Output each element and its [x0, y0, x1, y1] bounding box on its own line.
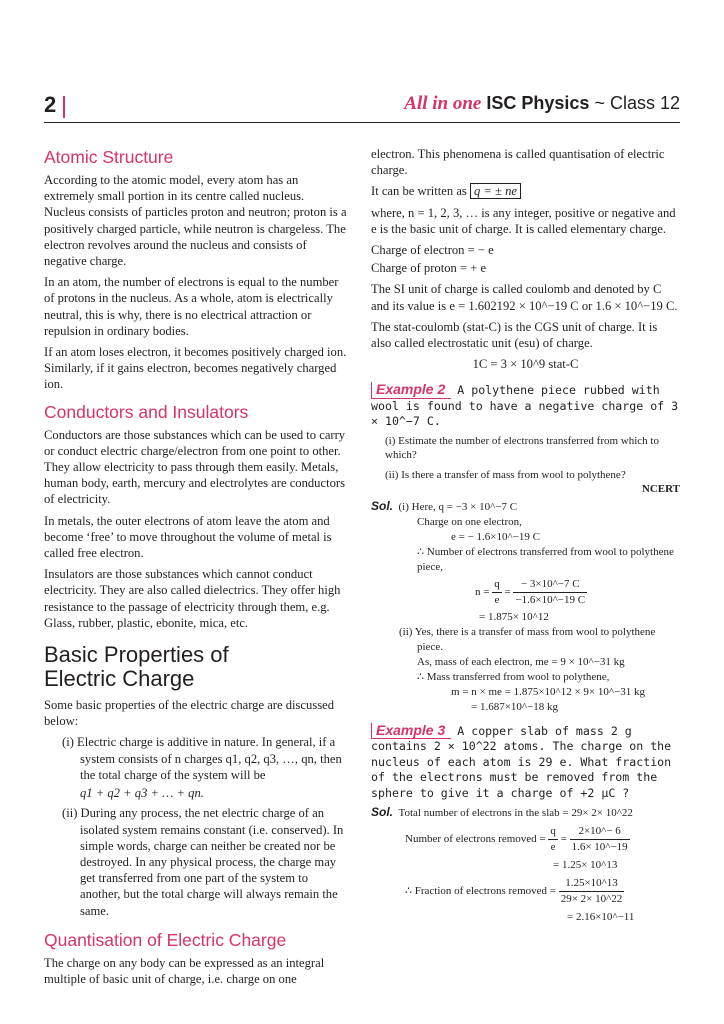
- example-2: [371, 382, 680, 430]
- paragraph: Charge of electron = − e: [371, 243, 494, 258]
- solution-label: Sol.: [371, 805, 394, 820]
- denominator: 29× 2× 10^22: [560, 893, 623, 906]
- list-item: (i) Electric charge is additive in nature. In general, if a system consists of n charges q1, q2, q3, …, qn, then the total charge of the system will be: [62, 735, 342, 782]
- example-question: A copper slab of mass 2 g contains 2 × 10^22 atoms. The charge on the nucleus of each atom is 29 e. What fraction of the electrons must be removed from the sphere to give it a charge of +2 μC ?: [371, 723, 672, 800]
- heading-atomic-structure: Atomic Structure: [44, 147, 174, 167]
- solution-step: m = n × me = 1.875×10^12 × 9× 10^−31 kg: [451, 685, 645, 698]
- page-number: 2: [44, 92, 57, 117]
- equation: q1 + q2 + q3 + … + qn.: [80, 786, 204, 801]
- boxed-formula: q = ± ne: [470, 183, 521, 199]
- formula-intro: It can be written as: [371, 184, 467, 199]
- heading-quantisation: Quantisation of Electric Charge: [44, 929, 287, 950]
- numerator: q: [548, 824, 558, 840]
- denominator: −1.6×10^−19 C: [515, 593, 586, 606]
- denominator: 1.6× 10^−19: [571, 841, 628, 854]
- numerator: 1.25×10^13: [559, 876, 625, 892]
- example-tag: Example 3: [371, 723, 451, 740]
- solution-step: ∴ Mass transferred from wool to polythene,: [417, 670, 610, 683]
- fraction-equation: [371, 876, 680, 907]
- denominator: e: [494, 593, 500, 606]
- heading-conductors-insulators: Conductors and Insulators: [44, 401, 249, 422]
- solution-step: Total number of electrons in the slab = 29× 2× 10^22: [398, 807, 633, 820]
- list-item: (ii) During any process, the net electric charge of an isolated system remains constant (i.e. conserved). In simple words, charge can neither be created nor be destroyed. In any physical process, the charge may get transferred from one part of the system to another, but the total charge will always remain the same.: [62, 806, 344, 918]
- sub-question: (i) Estimate the number of electrons transferred from which to which?: [385, 434, 659, 462]
- fraction-equation: Number of electrons removed = $\frac{q}{e}$ = $\frac{2\times 10\^{}- 6}{1.6\times 10\^{}-19}$: [405, 825, 628, 854]
- eq-lhs: ∴ Fraction of electrons removed =: [405, 885, 556, 898]
- solution-step: Charge on one electron,: [417, 515, 522, 528]
- example-3: [371, 723, 680, 802]
- solution-step: = 1.875× 10^12: [479, 610, 549, 623]
- paragraph: If an atom loses electron, it becomes positively charged ion. Similarly, if it gains electron, becomes negatively charged ion.: [44, 345, 347, 392]
- header-rule: [44, 122, 680, 123]
- paragraph: The SI unit of charge is called coulomb and denoted by C and its value is e = 1.602192 × 10^−19 C or 1.6 × 10^−19 C.: [371, 282, 678, 313]
- book-title: ISC Physics: [486, 93, 590, 113]
- paragraph: where, n = 1, 2, 3, … is any integer, positive or negative and e is the basic unit of charge. It is called elementary charge.: [371, 205, 676, 236]
- solution-step: (ii) Yes, there is a transfer of mass from wool to polythene piece.: [399, 625, 656, 653]
- paragraph: Insulators are those substances which cannot conduct electricity. They are also called dielectrics. They offer high resistance to the passage of electricity through them, e.g. Glass, rubber, plastic, ebonite, mica, etc.: [44, 567, 341, 630]
- solution-step: e = − 1.6×10^−19 C: [451, 530, 540, 543]
- left-column: [44, 146, 348, 992]
- right-column: [371, 146, 680, 925]
- fraction-equation: n = $\frac{q}{e}$ = $\frac{- 3\times 10\^{}-7 C}{-1.6\times 10\^{}-19 C}$: [475, 577, 586, 606]
- fraction: [548, 824, 558, 855]
- solution-step: (i) Here, q = −3 × 10^−7 C: [398, 500, 518, 513]
- paragraph: In metals, the outer electrons of atom leave the atom and become ‘free’ to move throughout the volume of metal is called free electron.: [44, 513, 332, 561]
- solution-step: ∴ Number of electrons transferred from wool to polythene piece,: [417, 545, 674, 573]
- equation: 1C = 3 × 10^9 stat-C: [472, 357, 579, 372]
- running-header: [404, 93, 680, 115]
- fraction: [570, 824, 630, 855]
- numerator: 2×10^− 6: [570, 824, 630, 840]
- numerator: q: [492, 577, 502, 593]
- fraction: [513, 577, 587, 608]
- denominator: e: [550, 841, 556, 854]
- solution-label: Sol.: [371, 498, 394, 513]
- paragraph: electron. This phenomena is called quantisation of electric charge.: [371, 147, 665, 178]
- paragraph: Conductors are those substances which can be used to carry or conduct electric charge/electron from one point to other. They allow electricity to pass through them easily. Metals, human body, earth, mercury and electrolytes are conductors of electricity.: [44, 427, 346, 507]
- header-accent-bar: [63, 96, 65, 118]
- paragraph: The charge on any body can be expressed as an integral multiple of basic unit of charge, i.e. charge on one: [44, 955, 325, 986]
- example-question: A polythene piece rubbed with wool is found to have a negative charge of 3 × 10^−7 C.: [371, 383, 679, 429]
- book-subtitle: ~ Class 12: [594, 93, 680, 113]
- heading-basic-properties-line2: Electric Charge: [44, 666, 195, 692]
- heading-basic-properties-line1: Basic Properties of: [44, 642, 229, 668]
- paragraph: Some basic properties of the electric charge are discussed below:: [44, 698, 335, 729]
- paragraph: Charge of proton = + e: [371, 261, 487, 276]
- paragraph: According to the atomic model, every atom has an extremely small portion in its centre called nucleus. Nucleus consists of particles proton and neutron; proton is a positively charged particle, while neutron is chargeless. The electron revolves around the nucleus and consists of negative charge.: [44, 173, 347, 269]
- solution-step: = 1.25× 10^13: [553, 859, 618, 872]
- sub-question: (ii) Is there a transfer of mass from wool to polythene?: [385, 468, 626, 481]
- eq-lhs: n =: [475, 585, 490, 598]
- paragraph: [371, 183, 680, 199]
- example-tag: Example 2: [371, 382, 451, 399]
- fraction: [559, 876, 625, 907]
- solution-step: As, mass of each electron, me = 9 × 10^−31 kg: [417, 655, 625, 668]
- source-badge: NCERT: [641, 483, 680, 496]
- fraction: [492, 577, 502, 608]
- eq-lhs: Number of electrons removed =: [405, 833, 546, 846]
- paragraph: The stat-coulomb (stat-C) is the CGS unit of charge. It is also called electrostatic unit (esu) of charge.: [371, 319, 658, 351]
- brand-logo: All in one: [404, 93, 482, 114]
- solution-step: = 2.16×10^−11: [567, 911, 635, 924]
- solution-step: = 1.687×10^−18 kg: [471, 700, 559, 713]
- numerator: − 3×10^−7 C: [513, 577, 587, 593]
- paragraph: In an atom, the number of electrons is equal to the number of protons in the nucleus. As a whole, atom is electrically neutral, this is why, there is no electrical attraction or repulsion in ordinary bodies.: [44, 275, 339, 338]
